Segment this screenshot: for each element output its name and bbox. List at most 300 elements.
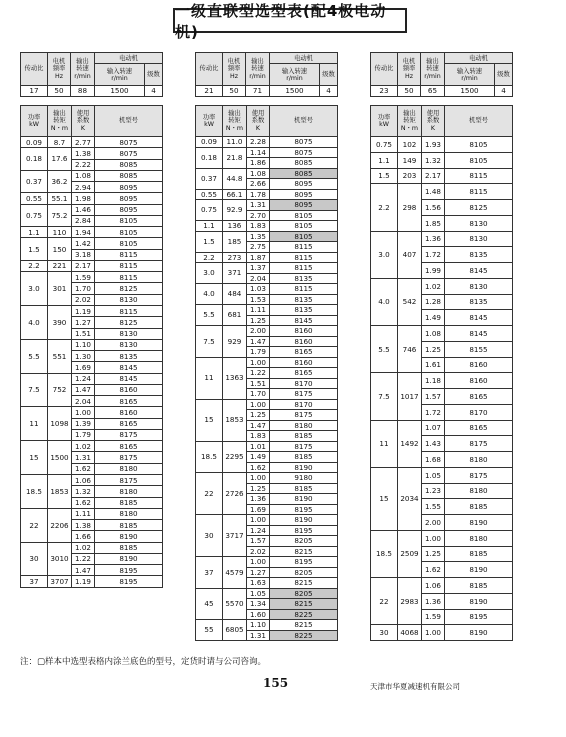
model-value: 8190 bbox=[445, 515, 513, 531]
model-value: 8165 bbox=[445, 420, 513, 436]
model-value: 8185 bbox=[95, 497, 163, 508]
model-value: 8115 bbox=[445, 168, 513, 184]
table-row bbox=[371, 530, 513, 546]
service-factor-value: 1.25 bbox=[247, 315, 270, 326]
model-value: 8105 bbox=[445, 137, 513, 153]
torque-value: 407 bbox=[398, 231, 422, 278]
model-value: 8095 bbox=[270, 200, 338, 211]
service-factor-value: 1.02 bbox=[72, 542, 95, 553]
table-row bbox=[371, 578, 513, 594]
model-value: 8105 bbox=[270, 231, 338, 242]
torque-value: 2295 bbox=[223, 441, 247, 473]
power-value: 22 bbox=[21, 508, 48, 542]
top-value: 4 bbox=[320, 86, 338, 97]
service-factor-value: 2.28 bbox=[247, 137, 270, 148]
model-value: 8180 bbox=[270, 420, 338, 431]
torque-value: 1363 bbox=[223, 357, 247, 399]
ratio-header-table bbox=[20, 52, 163, 97]
model-value: 8115 bbox=[270, 284, 338, 295]
power-value: 30 bbox=[371, 625, 398, 641]
table-row bbox=[21, 227, 163, 238]
model-value: 8160 bbox=[445, 373, 513, 389]
torque-value: 66.1 bbox=[223, 189, 247, 200]
header-torque: 输出 转矩 N・m bbox=[223, 106, 247, 137]
torque-value: 21.8 bbox=[223, 147, 247, 168]
top-value: 50 bbox=[398, 86, 421, 97]
torque-value: 17.6 bbox=[48, 148, 72, 171]
service-factor-value: 1.70 bbox=[247, 389, 270, 400]
model-value: 9180 bbox=[270, 473, 338, 484]
model-value: 8205 bbox=[270, 567, 338, 578]
header-motor: 电动机 bbox=[270, 53, 338, 64]
torque-value: 149 bbox=[398, 152, 422, 168]
table-row bbox=[196, 284, 338, 295]
page-title: 一级直联型选型表(配4极电动机) bbox=[173, 8, 407, 33]
table-row bbox=[21, 542, 163, 553]
service-factor-value: 1.24 bbox=[72, 373, 95, 384]
service-factor-value: 1.36 bbox=[247, 494, 270, 505]
service-factor-value: 2.02 bbox=[72, 294, 95, 305]
service-factor-value: 1.49 bbox=[422, 310, 445, 326]
power-value: 4.0 bbox=[196, 284, 223, 305]
torque-value: 92.9 bbox=[223, 200, 247, 221]
selection-table-ratio-17 bbox=[20, 52, 163, 588]
service-factor-value: 1.06 bbox=[72, 474, 95, 485]
model-value: 8135 bbox=[445, 247, 513, 263]
table-row bbox=[371, 420, 513, 436]
selection-list-table bbox=[370, 105, 513, 641]
torque-value: 1500 bbox=[48, 441, 72, 475]
table-row bbox=[196, 137, 338, 148]
torque-value: 1853 bbox=[48, 474, 72, 508]
model-value: 8155 bbox=[445, 341, 513, 357]
table-row bbox=[196, 357, 338, 368]
model-value: 8175 bbox=[270, 441, 338, 452]
service-factor-value: 1.25 bbox=[247, 410, 270, 421]
header-output-speed: 输出 转速 r/min bbox=[71, 53, 95, 86]
service-factor-value: 1.22 bbox=[72, 553, 95, 564]
ratio-header-table bbox=[195, 52, 338, 97]
model-value: 8205 bbox=[270, 588, 338, 599]
table-row bbox=[196, 200, 338, 211]
service-factor-value: 2.75 bbox=[247, 242, 270, 253]
service-factor-value: 1.62 bbox=[422, 562, 445, 578]
table-row bbox=[21, 508, 163, 519]
header-output-speed: 输出 转速 r/min bbox=[421, 53, 445, 86]
service-factor-value: 2.00 bbox=[422, 515, 445, 531]
model-value: 8130 bbox=[95, 294, 163, 305]
table-row bbox=[371, 467, 513, 483]
torque-value: 55.1 bbox=[48, 193, 72, 204]
torque-value: 44.8 bbox=[223, 168, 247, 189]
model-value: 8130 bbox=[95, 339, 163, 350]
service-factor-value: 1.05 bbox=[422, 467, 445, 483]
service-factor-value: 1.59 bbox=[72, 272, 95, 283]
table-row bbox=[196, 326, 338, 337]
header-model: 机型号 bbox=[95, 106, 163, 137]
service-factor-value: 1.85 bbox=[422, 215, 445, 231]
service-factor-value: 1.78 bbox=[247, 189, 270, 200]
service-factor-value: 1.03 bbox=[247, 284, 270, 295]
service-factor-value: 1.10 bbox=[72, 339, 95, 350]
service-factor-value: 1.10 bbox=[247, 620, 270, 631]
selection-table-ratio-21 bbox=[195, 52, 338, 641]
table-row bbox=[21, 204, 163, 215]
torque-value: 150 bbox=[48, 238, 72, 261]
model-value: 8205 bbox=[270, 536, 338, 547]
power-value: 0.75 bbox=[21, 204, 48, 227]
service-factor-value: 1.30 bbox=[72, 351, 95, 362]
header-output-speed: 输出 转速 r/min bbox=[246, 53, 270, 86]
power-value: 18.5 bbox=[371, 530, 398, 577]
service-factor-value: 1.38 bbox=[72, 148, 95, 159]
power-value: 18.5 bbox=[196, 441, 223, 473]
table-row bbox=[371, 625, 513, 641]
service-factor-value: 2.02 bbox=[247, 546, 270, 557]
service-factor-value: 2.84 bbox=[72, 215, 95, 226]
model-value: 8125 bbox=[95, 317, 163, 328]
service-factor-value: 1.72 bbox=[422, 404, 445, 420]
footnote bbox=[20, 655, 266, 667]
top-value: 21 bbox=[196, 86, 223, 97]
model-value: 8095 bbox=[95, 204, 163, 215]
model-value: 8190 bbox=[445, 562, 513, 578]
service-factor-value: 2.66 bbox=[247, 179, 270, 190]
service-factor-value: 1.62 bbox=[72, 497, 95, 508]
torque-value: 2509 bbox=[398, 530, 422, 577]
model-value: 8170 bbox=[270, 378, 338, 389]
model-value: 8145 bbox=[270, 315, 338, 326]
model-value: 8160 bbox=[270, 357, 338, 368]
model-value: 8160 bbox=[445, 357, 513, 373]
table-row bbox=[196, 252, 338, 263]
model-value: 8075 bbox=[95, 148, 163, 159]
table-row bbox=[21, 148, 163, 159]
page-number: 155 bbox=[263, 676, 289, 690]
table-row bbox=[21, 474, 163, 485]
model-value: 8115 bbox=[95, 249, 163, 260]
table-row bbox=[21, 305, 163, 316]
service-factor-value: 1.59 bbox=[422, 609, 445, 625]
model-value: 8085 bbox=[270, 158, 338, 169]
torque-value: 1098 bbox=[48, 407, 72, 441]
torque-value: 301 bbox=[48, 272, 72, 306]
service-factor-value: 1.02 bbox=[422, 278, 445, 294]
torque-value: 102 bbox=[398, 137, 422, 153]
power-value: 0.55 bbox=[196, 189, 223, 200]
model-value: 8175 bbox=[270, 389, 338, 400]
model-value: 8160 bbox=[95, 384, 163, 395]
service-factor-value: 1.72 bbox=[422, 247, 445, 263]
service-factor-value: 3.18 bbox=[72, 249, 95, 260]
header-power: 功率 kW bbox=[21, 106, 48, 137]
top-value: 4 bbox=[145, 86, 163, 97]
power-value: 15 bbox=[371, 467, 398, 530]
table-row bbox=[196, 515, 338, 526]
power-value: 37 bbox=[196, 557, 223, 589]
model-value: 8175 bbox=[445, 436, 513, 452]
power-value: 45 bbox=[196, 588, 223, 620]
header-ratio: 传动比 bbox=[371, 53, 398, 86]
model-value: 8190 bbox=[270, 462, 338, 473]
model-value: 8135 bbox=[445, 294, 513, 310]
footnote-text: 注：▢样本中选型表格内涂兰底色的型号，定货时请与公司咨询。 bbox=[20, 657, 267, 667]
power-value: 2.2 bbox=[196, 252, 223, 263]
power-value: 7.5 bbox=[196, 326, 223, 358]
torque-value: 136 bbox=[223, 221, 247, 232]
model-value: 8075 bbox=[270, 137, 338, 148]
torque-value: 2034 bbox=[398, 467, 422, 530]
service-factor-value: 1.07 bbox=[422, 420, 445, 436]
torque-value: 746 bbox=[398, 326, 422, 373]
service-factor-value: 1.93 bbox=[422, 137, 445, 153]
table-row bbox=[371, 168, 513, 184]
service-factor-value: 1.66 bbox=[72, 531, 95, 542]
model-value: 8185 bbox=[445, 546, 513, 562]
service-factor-value: 1.98 bbox=[72, 193, 95, 204]
service-factor-value: 1.19 bbox=[72, 576, 95, 587]
header-torque: 输出 转矩 N・m bbox=[48, 106, 72, 137]
service-factor-value: 1.49 bbox=[247, 452, 270, 463]
service-factor-value: 1.62 bbox=[247, 462, 270, 473]
torque-value: 5570 bbox=[223, 588, 247, 620]
table-row bbox=[371, 373, 513, 389]
model-value: 8180 bbox=[445, 530, 513, 546]
model-value: 8115 bbox=[445, 184, 513, 200]
torque-value: 203 bbox=[398, 168, 422, 184]
model-value: 8075 bbox=[270, 147, 338, 158]
torque-value: 4579 bbox=[223, 557, 247, 589]
power-value: 0.37 bbox=[21, 170, 48, 193]
table-row bbox=[196, 147, 338, 158]
model-value: 8085 bbox=[95, 159, 163, 170]
model-value: 8190 bbox=[445, 593, 513, 609]
model-value: 8085 bbox=[270, 168, 338, 179]
table-row bbox=[196, 588, 338, 599]
torque-value: 929 bbox=[223, 326, 247, 358]
service-factor-value: 1.68 bbox=[422, 452, 445, 468]
service-factor-value: 1.31 bbox=[247, 200, 270, 211]
model-value: 8160 bbox=[270, 336, 338, 347]
model-value: 8215 bbox=[270, 599, 338, 610]
torque-value: 3707 bbox=[48, 576, 72, 587]
power-value: 37 bbox=[21, 576, 48, 587]
header-model: 机型号 bbox=[270, 106, 338, 137]
model-value: 8095 bbox=[95, 182, 163, 193]
model-value: 8175 bbox=[95, 429, 163, 440]
service-factor-value: 1.47 bbox=[72, 565, 95, 576]
service-factor-value: 1.46 bbox=[72, 204, 95, 215]
selection-list-table bbox=[20, 105, 163, 588]
model-value: 8185 bbox=[445, 499, 513, 515]
table-row bbox=[196, 221, 338, 232]
power-value: 3.0 bbox=[21, 272, 48, 306]
torque-value: 298 bbox=[398, 184, 422, 231]
table-row bbox=[196, 399, 338, 410]
torque-value: 2206 bbox=[48, 508, 72, 542]
model-value: 8075 bbox=[95, 137, 163, 148]
model-value: 8175 bbox=[270, 410, 338, 421]
model-value: 8185 bbox=[95, 542, 163, 553]
torque-value: 8.7 bbox=[48, 137, 72, 148]
service-factor-value: 1.42 bbox=[72, 238, 95, 249]
service-factor-value: 1.62 bbox=[72, 463, 95, 474]
power-value: 11 bbox=[21, 407, 48, 441]
power-value: 22 bbox=[371, 578, 398, 625]
model-value: 8145 bbox=[445, 263, 513, 279]
service-factor-value: 1.57 bbox=[247, 536, 270, 547]
table-row bbox=[196, 263, 338, 274]
model-value: 8180 bbox=[95, 508, 163, 519]
service-factor-value: 1.94 bbox=[72, 227, 95, 238]
table-row bbox=[21, 441, 163, 452]
service-factor-value: 1.02 bbox=[72, 441, 95, 452]
table-row bbox=[21, 272, 163, 283]
power-value: 11 bbox=[371, 420, 398, 467]
model-value: 8095 bbox=[270, 189, 338, 200]
service-factor-value: 1.00 bbox=[422, 530, 445, 546]
top-value: 65 bbox=[421, 86, 445, 97]
model-value: 8135 bbox=[270, 273, 338, 284]
service-factor-value: 1.43 bbox=[422, 436, 445, 452]
power-value: 11 bbox=[196, 357, 223, 399]
power-value: 1.5 bbox=[21, 238, 48, 261]
power-value: 0.18 bbox=[21, 148, 48, 171]
model-value: 8190 bbox=[445, 625, 513, 641]
header-torque: 输出 转矩 N・m bbox=[398, 106, 422, 137]
model-value: 8165 bbox=[445, 389, 513, 405]
service-factor-value: 2.94 bbox=[72, 182, 95, 193]
service-factor-value: 1.47 bbox=[247, 420, 270, 431]
model-value: 8145 bbox=[445, 310, 513, 326]
table-row bbox=[21, 576, 163, 587]
torque-value: 2983 bbox=[398, 578, 422, 625]
header-input-speed: 输入转速 r/min bbox=[270, 64, 320, 86]
service-factor-value: 1.70 bbox=[72, 283, 95, 294]
service-factor-value: 2.04 bbox=[247, 273, 270, 284]
table-row bbox=[371, 231, 513, 247]
service-factor-value: 1.18 bbox=[422, 373, 445, 389]
model-value: 8195 bbox=[270, 525, 338, 536]
power-value: 15 bbox=[21, 441, 48, 475]
service-factor-value: 1.47 bbox=[72, 384, 95, 395]
model-value: 8165 bbox=[270, 368, 338, 379]
model-value: 8115 bbox=[95, 305, 163, 316]
service-factor-value: 1.35 bbox=[247, 231, 270, 242]
model-value: 8185 bbox=[95, 520, 163, 531]
power-value: 30 bbox=[21, 542, 48, 576]
torque-value: 2726 bbox=[223, 473, 247, 515]
model-value: 8225 bbox=[270, 609, 338, 620]
top-value: 1500 bbox=[95, 86, 145, 97]
power-value: 5.5 bbox=[371, 326, 398, 373]
model-value: 8130 bbox=[445, 215, 513, 231]
service-factor-value: 1.32 bbox=[422, 152, 445, 168]
top-value: 4 bbox=[495, 86, 513, 97]
model-value: 8190 bbox=[95, 531, 163, 542]
model-value: 8130 bbox=[445, 278, 513, 294]
torque-value: 1017 bbox=[398, 373, 422, 420]
power-value: 2.2 bbox=[371, 184, 398, 231]
model-value: 8145 bbox=[95, 362, 163, 373]
model-value: 8145 bbox=[445, 326, 513, 342]
model-value: 8215 bbox=[270, 578, 338, 589]
service-factor-value: 1.79 bbox=[72, 429, 95, 440]
model-value: 8095 bbox=[270, 179, 338, 190]
model-value: 8105 bbox=[270, 221, 338, 232]
header-power: 功率 kW bbox=[371, 106, 398, 137]
power-value: 3.0 bbox=[196, 263, 223, 284]
model-value: 8190 bbox=[270, 494, 338, 505]
service-factor-value: 1.83 bbox=[247, 431, 270, 442]
model-value: 8215 bbox=[270, 620, 338, 631]
power-value: 5.5 bbox=[21, 339, 48, 373]
service-factor-value: 1.06 bbox=[422, 578, 445, 594]
service-factor-value: 1.00 bbox=[247, 473, 270, 484]
table-row bbox=[196, 557, 338, 568]
model-value: 8115 bbox=[270, 263, 338, 274]
header-input-speed: 输入转速 r/min bbox=[95, 64, 145, 86]
torque-value: 273 bbox=[223, 252, 247, 263]
model-value: 8115 bbox=[270, 242, 338, 253]
model-value: 8185 bbox=[270, 452, 338, 463]
service-factor-value: 1.00 bbox=[247, 515, 270, 526]
header-service-factor: 使用 系数 K bbox=[422, 106, 445, 137]
power-value: 4.0 bbox=[371, 278, 398, 325]
service-factor-value: 1.51 bbox=[72, 328, 95, 339]
power-value: 0.18 bbox=[196, 147, 223, 168]
service-factor-value: 1.05 bbox=[247, 588, 270, 599]
top-value: 1500 bbox=[270, 86, 320, 97]
torque-value: 371 bbox=[223, 263, 247, 284]
table-row bbox=[371, 152, 513, 168]
service-factor-value: 1.38 bbox=[72, 520, 95, 531]
model-value: 8170 bbox=[270, 399, 338, 410]
service-factor-value: 1.31 bbox=[247, 630, 270, 641]
service-factor-value: 1.51 bbox=[247, 378, 270, 389]
table-row bbox=[21, 238, 163, 249]
service-factor-value: 1.25 bbox=[422, 341, 445, 357]
selection-list-table bbox=[195, 105, 338, 641]
model-value: 8185 bbox=[270, 483, 338, 494]
model-value: 8105 bbox=[270, 210, 338, 221]
table-row bbox=[21, 407, 163, 418]
power-value: 1.5 bbox=[196, 231, 223, 252]
model-value: 8105 bbox=[95, 215, 163, 226]
service-factor-value: 1.53 bbox=[247, 294, 270, 305]
service-factor-value: 1.55 bbox=[422, 499, 445, 515]
table-row bbox=[196, 231, 338, 242]
model-value: 8165 bbox=[270, 347, 338, 358]
service-factor-value: 1.08 bbox=[422, 326, 445, 342]
service-factor-value: 1.08 bbox=[72, 170, 95, 181]
model-value: 8195 bbox=[95, 576, 163, 587]
service-factor-value: 1.36 bbox=[422, 231, 445, 247]
power-value: 0.75 bbox=[196, 200, 223, 221]
table-row bbox=[21, 193, 163, 204]
model-value: 8160 bbox=[270, 326, 338, 337]
model-value: 8095 bbox=[95, 193, 163, 204]
service-factor-value: 1.79 bbox=[247, 347, 270, 358]
service-factor-value: 1.39 bbox=[72, 418, 95, 429]
model-value: 8195 bbox=[445, 609, 513, 625]
service-factor-value: 1.87 bbox=[247, 252, 270, 263]
table-row bbox=[371, 326, 513, 342]
torque-value: 221 bbox=[48, 260, 72, 271]
table-row bbox=[21, 339, 163, 350]
service-factor-value: 1.00 bbox=[422, 625, 445, 641]
power-value: 2.2 bbox=[21, 260, 48, 271]
